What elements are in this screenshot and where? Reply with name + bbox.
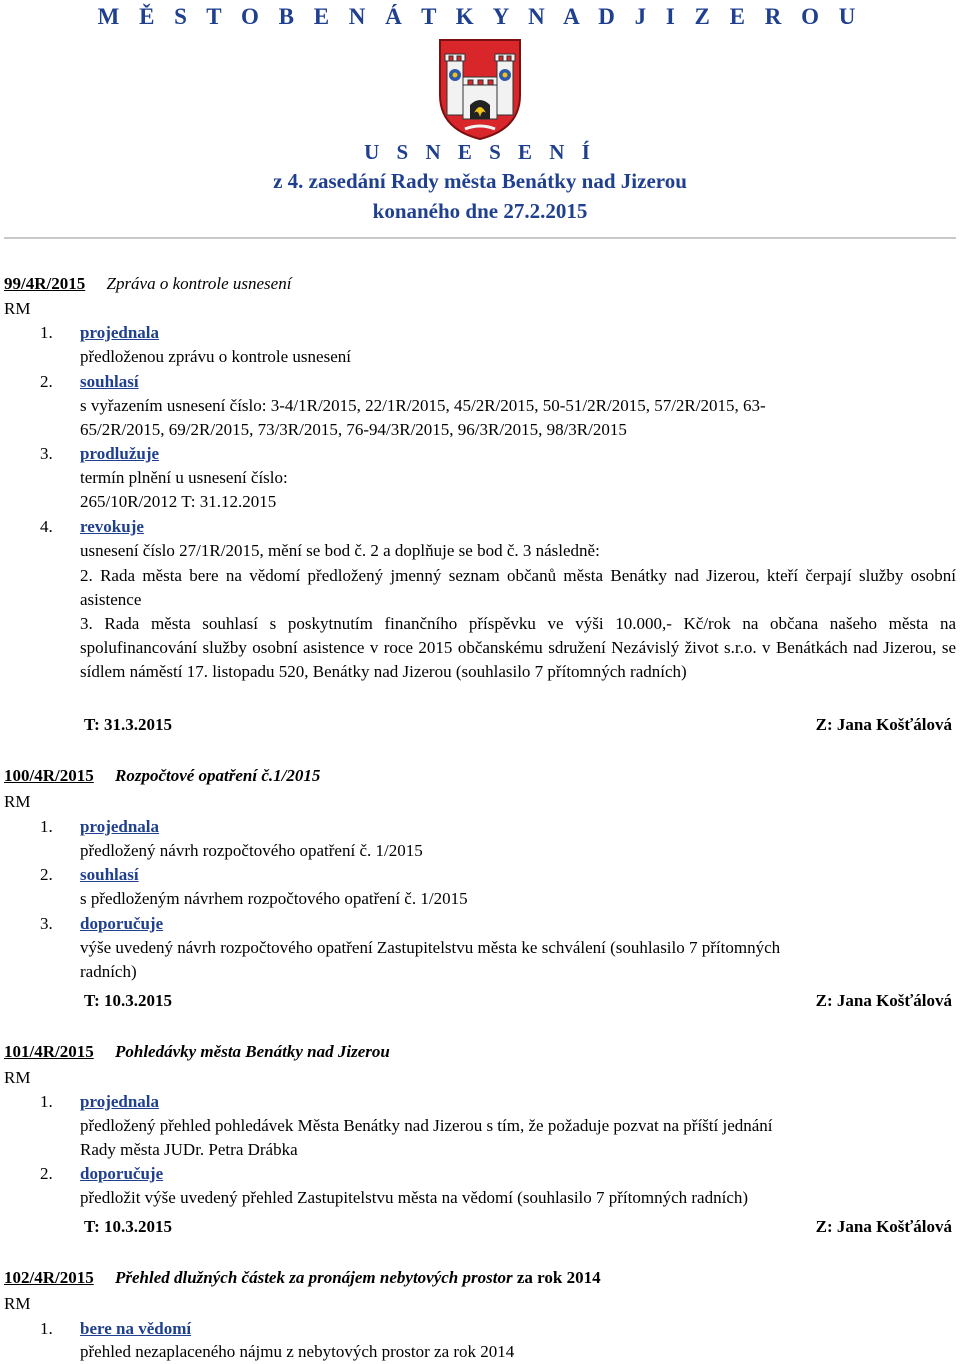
item-text: předložený přehled pohledávek Města Benátky nad Jizerou s tím, že požaduje pozvat na příští jednání — [80, 1116, 773, 1135]
deadline: T: 10.3.2015 — [84, 1217, 172, 1236]
item-number: 3. — [40, 914, 53, 933]
item-text: usnesení číslo 27/1R/2015, mění se bod č. 2 a doplňuje se bod č. 3 následně: — [80, 541, 600, 560]
item-verb: bere na vědomí — [80, 1319, 192, 1338]
document-type: U S N E S E N Í — [364, 140, 596, 164]
item-verb: souhlasí — [80, 865, 139, 884]
responsible-person: Z: Jana Košťálová — [815, 1217, 952, 1236]
resolution-title-tail: za rok 2014 — [516, 1268, 601, 1287]
session-date: konaného dne 27.2.2015 — [372, 199, 588, 223]
responsible-person: Z: Jana Košťálová — [815, 991, 952, 1010]
header-divider — [4, 237, 956, 239]
item-text: Rady města JUDr. Petra Drábka — [80, 1140, 298, 1159]
item-number: 1. — [40, 1092, 53, 1111]
item-text: výše uvedený návrh rozpočtového opatření Zastupitelstvu města ke schválení (souhlasilo 7 přítomných — [80, 938, 781, 957]
item-text: radních) — [80, 962, 137, 981]
resolution-number: 102/4R/2015 — [4, 1268, 94, 1287]
city-name: M Ě S T O B E N Á T K Y N A D J I Z E R O U — [97, 4, 863, 29]
resolution-heading — [4, 274, 291, 294]
item-text: s předloženým návrhem rozpočtového opatření č. 1/2015 — [80, 889, 468, 908]
body-label: RM — [4, 1068, 31, 1087]
item-text: předložit výše uvedený přehled Zastupitelstvu města na vědomí (souhlasilo 7 přítomných radních) — [80, 1188, 749, 1207]
deadline: T: 31.3.2015 — [84, 715, 172, 734]
deadline: T: 10.3.2015 — [84, 991, 172, 1010]
item-number: 1. — [40, 323, 53, 342]
item-verb: projednala — [80, 323, 160, 342]
resolution-number: 100/4R/2015 — [4, 766, 94, 785]
item-text: přehled nezaplaceného nájmu z nebytových prostor za rok 2014 — [80, 1342, 515, 1361]
item-verb: revokuje — [80, 517, 144, 536]
item-number: 2. — [40, 865, 53, 884]
resolution-number: 99/4R/2015 — [4, 274, 86, 293]
item-number: 4. — [40, 517, 53, 536]
resolution-title: Přehled dlužných částek za pronájem nebytových prostor — [114, 1268, 513, 1287]
resolution-heading — [4, 1042, 390, 1062]
amendment-text: 2. Rada města bere na vědomí předložený jmenný seznam občanů města Benátky nad Jizerou, kteří čerpají služby osobní asistence — [80, 566, 956, 610]
item-verb: projednala — [80, 817, 160, 836]
item-number: 2. — [40, 372, 53, 391]
item-number: 1. — [40, 1319, 53, 1338]
responsible-person: Z: Jana Košťálová — [815, 715, 952, 734]
body-label: RM — [4, 299, 31, 318]
body-label: RM — [4, 792, 31, 811]
item-text: předloženou zprávu o kontrole usnesení — [80, 347, 351, 366]
resolution-heading — [4, 1268, 601, 1288]
item-number: 1. — [40, 817, 53, 836]
item-text: 65/2R/2015, 69/2R/2015, 73/3R/2015, 76-94/3R/2015, 96/3R/2015, 98/3R/2015 — [80, 420, 627, 439]
resolution-title: Zpráva o kontrole usnesení — [106, 274, 292, 293]
item-text: termín plnění u usnesení číslo: — [80, 468, 288, 487]
coat-of-arms-icon — [437, 37, 523, 141]
item-number: 2. — [40, 1164, 53, 1183]
resolution-title: Pohledávky města Benátky nad Jizerou — [114, 1042, 390, 1061]
session-heading: z 4. zasedání Rady města Benátky nad Jizerou — [273, 169, 687, 193]
item-verb: projednala — [80, 1092, 160, 1111]
item-verb: prodlužuje — [80, 444, 160, 463]
item-number: 3. — [40, 444, 53, 463]
item-text: 265/10R/2012 T: 31.12.2015 — [80, 492, 277, 511]
item-verb: doporučuje — [80, 914, 164, 933]
resolution-title: Rozpočtové opatření č.1/2015 — [114, 766, 321, 785]
resolution-heading — [4, 766, 320, 786]
body-label: RM — [4, 1294, 31, 1313]
item-text: s vyřazením usnesení číslo: 3-4/1R/2015, 22/1R/2015, 45/2R/2015, 50-51/2R/2015, 57/2R/2015, 63- — [80, 396, 766, 415]
item-text: předložený návrh rozpočtového opatření č. 1/2015 — [80, 841, 423, 860]
amendment-text: 3. Rada města souhlasí s poskytnutím finančního příspěvku ve výši 10.000,- Kč/rok na občana našeho města na spolufinancování služby osobní asistence v roce 2015 občanskému sdružení Nezávislý život s.r.o. v Benátkách nad Jizerou, se sídlem náměstí 17. listopadu 520, Benátky nad Jizerou (souhlasilo 7 přítomných radních) — [80, 614, 956, 682]
item-verb: doporučuje — [80, 1164, 164, 1183]
item-verb: souhlasí — [80, 372, 139, 391]
resolution-number: 101/4R/2015 — [4, 1042, 94, 1061]
